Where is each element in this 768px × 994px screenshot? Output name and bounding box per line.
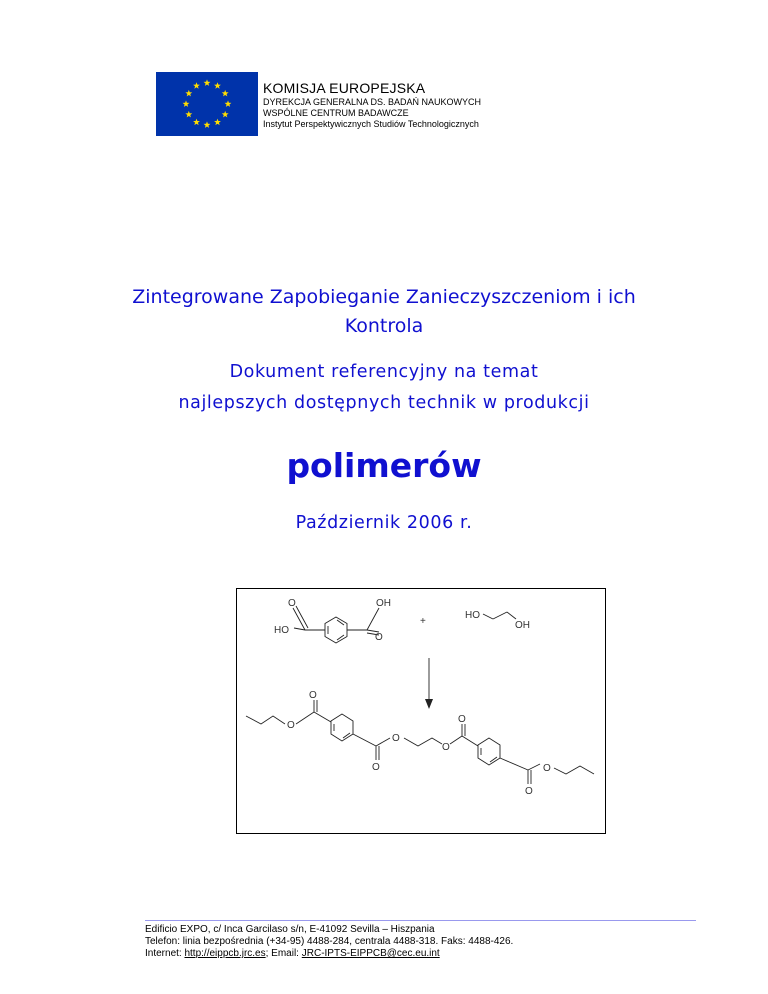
diagram-label-poly-o8: O [525,786,533,797]
diagram-label-poly-o3: O [392,733,400,744]
eu-star-icon [193,82,200,89]
polymer-reaction-diagram [236,588,606,834]
directorate-name: DYREKCJA GENERALNA DS. BADAŃ NAUKOWYCH [263,97,482,107]
website-link[interactable]: http://eippcb.jrc.es [184,948,266,959]
diagram-label-o-bottom: O [375,632,383,643]
eu-star-icon [204,121,211,128]
footer-divider [145,920,696,921]
eu-star-icon [214,119,221,126]
eu-star-icon [222,90,229,97]
diagram-label-poly-o7: O [543,763,551,774]
eu-star-icon [185,111,192,118]
email-label: ; Email: [265,948,302,959]
organization-name: KOMISJA EUROPEJSKA [263,80,426,96]
eu-star-icon [222,111,229,118]
diagram-label-poly-o4: O [372,762,380,773]
eu-star-icon [183,100,190,107]
research-centre-name: WSPÓLNE CENTRUM BADAWCZE [263,108,409,118]
eu-star-icon [204,79,211,86]
footer-address: Edificio EXPO, c/ Inca Garcilaso s/n, E-41092 Sevilla – Hiszpania [145,924,435,935]
diagram-label-glycol-ho: HO [465,610,480,621]
document-subtitle-line2: najlepszych dostępnych technik w produkcji [178,393,590,413]
document-title-line1: Zintegrowane Zapobieganie Zanieczyszczeniom i ich [132,286,636,308]
footer-internet-line [145,948,440,959]
email-link[interactable]: JRC-IPTS-EIPPCB@cec.eu.int [301,948,440,959]
diagram-label-oh: OH [376,598,391,609]
diagram-label-poly-o2: O [287,720,295,731]
diagram-label-glycol-oh: OH [515,620,530,631]
diagram-label-plus: + [420,616,426,627]
document-subtitle-line1: Dokument referencyjny na temat [229,362,539,382]
diagram-label-o-top: O [288,598,296,609]
internet-label: Internet: [145,948,185,959]
diagram-label-ho-left: HO [274,625,289,636]
institute-name: Instytut Perspektywicznych Studiów Technologicznych [263,119,479,129]
diagram-label-poly-o1: O [309,690,317,701]
eu-star-icon [193,119,200,126]
eu-star-icon [185,90,192,97]
diagram-label-poly-o6: O [458,714,466,725]
main-title: polimerów [286,446,482,485]
eu-star-icon [214,82,221,89]
diagram-label-poly-o5: O [442,742,450,753]
publication-date: Październik 2006 r. [295,513,473,533]
eu-star-icon [225,100,232,107]
eu-flag-icon [156,72,258,136]
footer-phone: Telefon: linia bezpośrednia (+34-95) 4488-284, centrala 4488-318. Faks: 4488-426. [145,936,514,947]
document-title-line2: Kontrola [344,315,424,337]
